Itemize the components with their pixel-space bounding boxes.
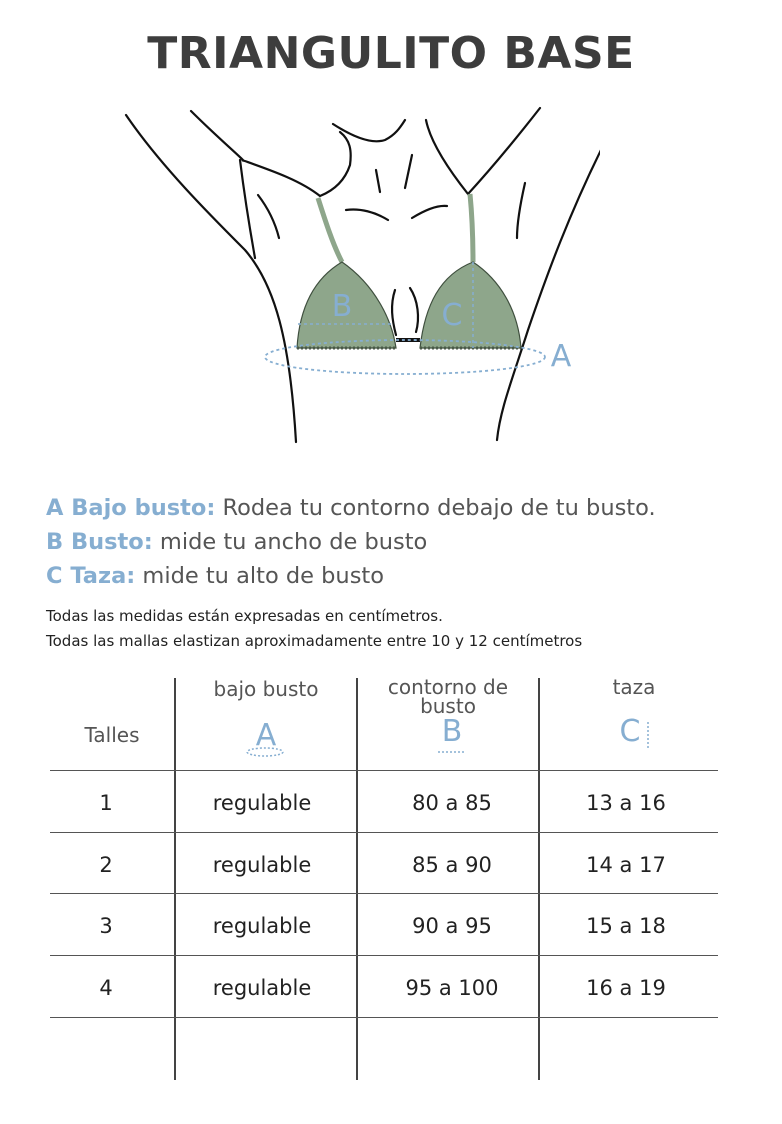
header-bajo-busto: bajo busto [213,677,319,701]
legend-b-text: mide tu ancho de busto [152,529,428,555]
label-a: A [550,339,572,374]
header-taza: taza [612,675,656,699]
note-elastic: Todas las mallas elastizan aproximadamente entre 10 y 12 centímetros [46,632,583,650]
cell-talle: 2 [99,853,113,877]
header-contorno-line1: contorno de [387,675,509,699]
cell-bajo-busto: regulable [212,976,312,1000]
cell-contorno: 80 a 85 [412,791,492,815]
cell-talle: 4 [99,976,113,1000]
cell-contorno: 85 a 90 [412,853,492,877]
cell-talle: 3 [99,914,113,938]
header-contorno-line2: busto [420,694,476,718]
note-units: Todas las medidas están expresadas en centímetros. [46,607,443,625]
cell-bajo-busto: regulable [212,853,312,877]
header-letter-b: B [441,714,463,749]
legend-a-text: Rodea tu contorno debajo de tu busto. [215,495,656,521]
cell-taza: 15 a 18 [586,914,666,938]
header-letter-a: A [255,718,277,753]
label-b: B [331,289,353,324]
cell-contorno: 90 a 95 [412,914,492,938]
legend-c-key: C Taza: [46,563,136,589]
cell-contorno: 95 a 100 [405,976,499,1000]
legend-b-key: B Busto: [46,529,153,555]
page-title: TRIANGULITO BASE [147,28,635,79]
legend-c-text: mide tu alto de busto [135,563,385,589]
header-letter-c: C [619,714,641,749]
cell-bajo-busto: regulable [212,914,312,938]
cell-bajo-busto: regulable [212,791,312,815]
header-talles: Talles [84,723,140,747]
cell-taza: 14 a 17 [586,853,666,877]
cell-talle: 1 [99,791,113,815]
label-c: C [441,298,463,333]
legend-a-key: A Bajo busto: [46,495,216,521]
cell-taza: 16 a 19 [586,976,666,1000]
cell-taza: 13 a 16 [586,791,666,815]
